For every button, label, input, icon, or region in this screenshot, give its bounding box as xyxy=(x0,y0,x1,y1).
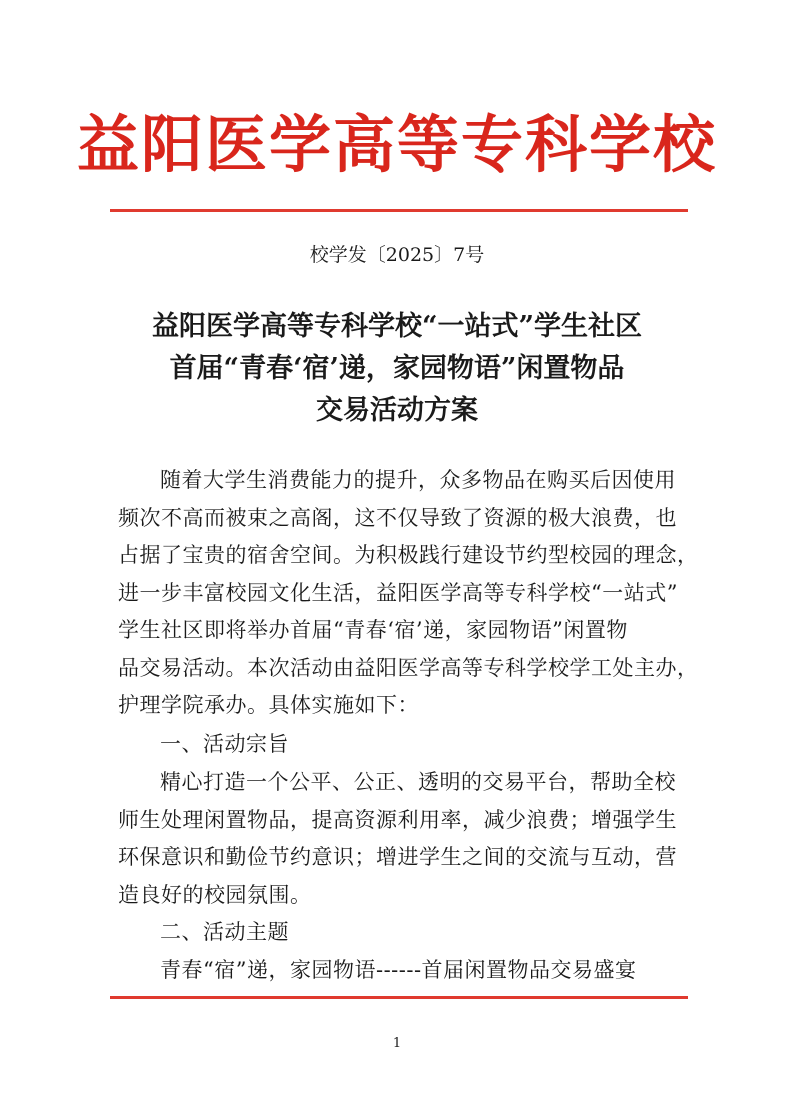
institution-header: 益阳医学高等专科学校 xyxy=(76,108,717,181)
intro-line: 进一步丰富校园文化生活，益阳医学高等专科学校“一站式” xyxy=(118,580,678,605)
intro-line: 占据了宝贵的宿舍空间。为积极践行建设节约型校园的理念， xyxy=(118,543,699,567)
intro-line: 频次不高而被束之高阁，这不仅导致了资源的极大浪费，也 xyxy=(118,505,677,530)
purpose-line: 造良好的校园氛围。 xyxy=(118,882,312,907)
title-line: 益阳医学高等专科学校“一站式”学生社区 xyxy=(151,311,643,342)
theme-line: 青春“宿”递，家园物语------首届闲置物品交易盛宴 xyxy=(160,958,637,982)
intro-line: 护理学院承办。具体实施如下： xyxy=(118,693,419,717)
section-heading-purpose xyxy=(118,726,690,764)
intro-line: 学生社区即将举办首届“青春‘宿’递，家园物语”闲置物 xyxy=(118,618,628,642)
purpose-line: 精心打造一个公平、公正、透明的交易平台，帮助全校 xyxy=(160,770,676,794)
intro-line: 品交易活动。本次活动由益阳医学高等专科学校学工处主办， xyxy=(118,655,699,680)
section-heading-theme xyxy=(118,914,690,952)
section-heading-text: 一、活动宗旨 xyxy=(160,732,289,756)
page-number: 1 xyxy=(392,1036,402,1051)
footer-red-rule xyxy=(110,996,688,999)
document-title xyxy=(100,306,694,432)
intro-line: 随着大学生消费能力的提升，众多物品在购买后因使用 xyxy=(160,468,676,492)
purpose-paragraph xyxy=(118,764,690,914)
intro-paragraph xyxy=(118,462,699,725)
purpose-line: 环保意识和勤俭节约意识；增进学生之间的交流与互动，营 xyxy=(118,845,677,869)
document-number: 校学发〔2025〕7号 xyxy=(309,244,485,266)
title-line: 首届“青春‘宿’递，家园物语”闲置物品 xyxy=(169,353,625,384)
section-heading-text: 二、活动主题 xyxy=(160,920,289,944)
purpose-line: 师生处理闲置物品，提高资源利用率，减少浪费；增强学生 xyxy=(118,807,677,832)
header-red-rule xyxy=(110,209,688,212)
title-line: 交易活动方案 xyxy=(316,395,478,426)
theme-paragraph xyxy=(118,952,690,990)
